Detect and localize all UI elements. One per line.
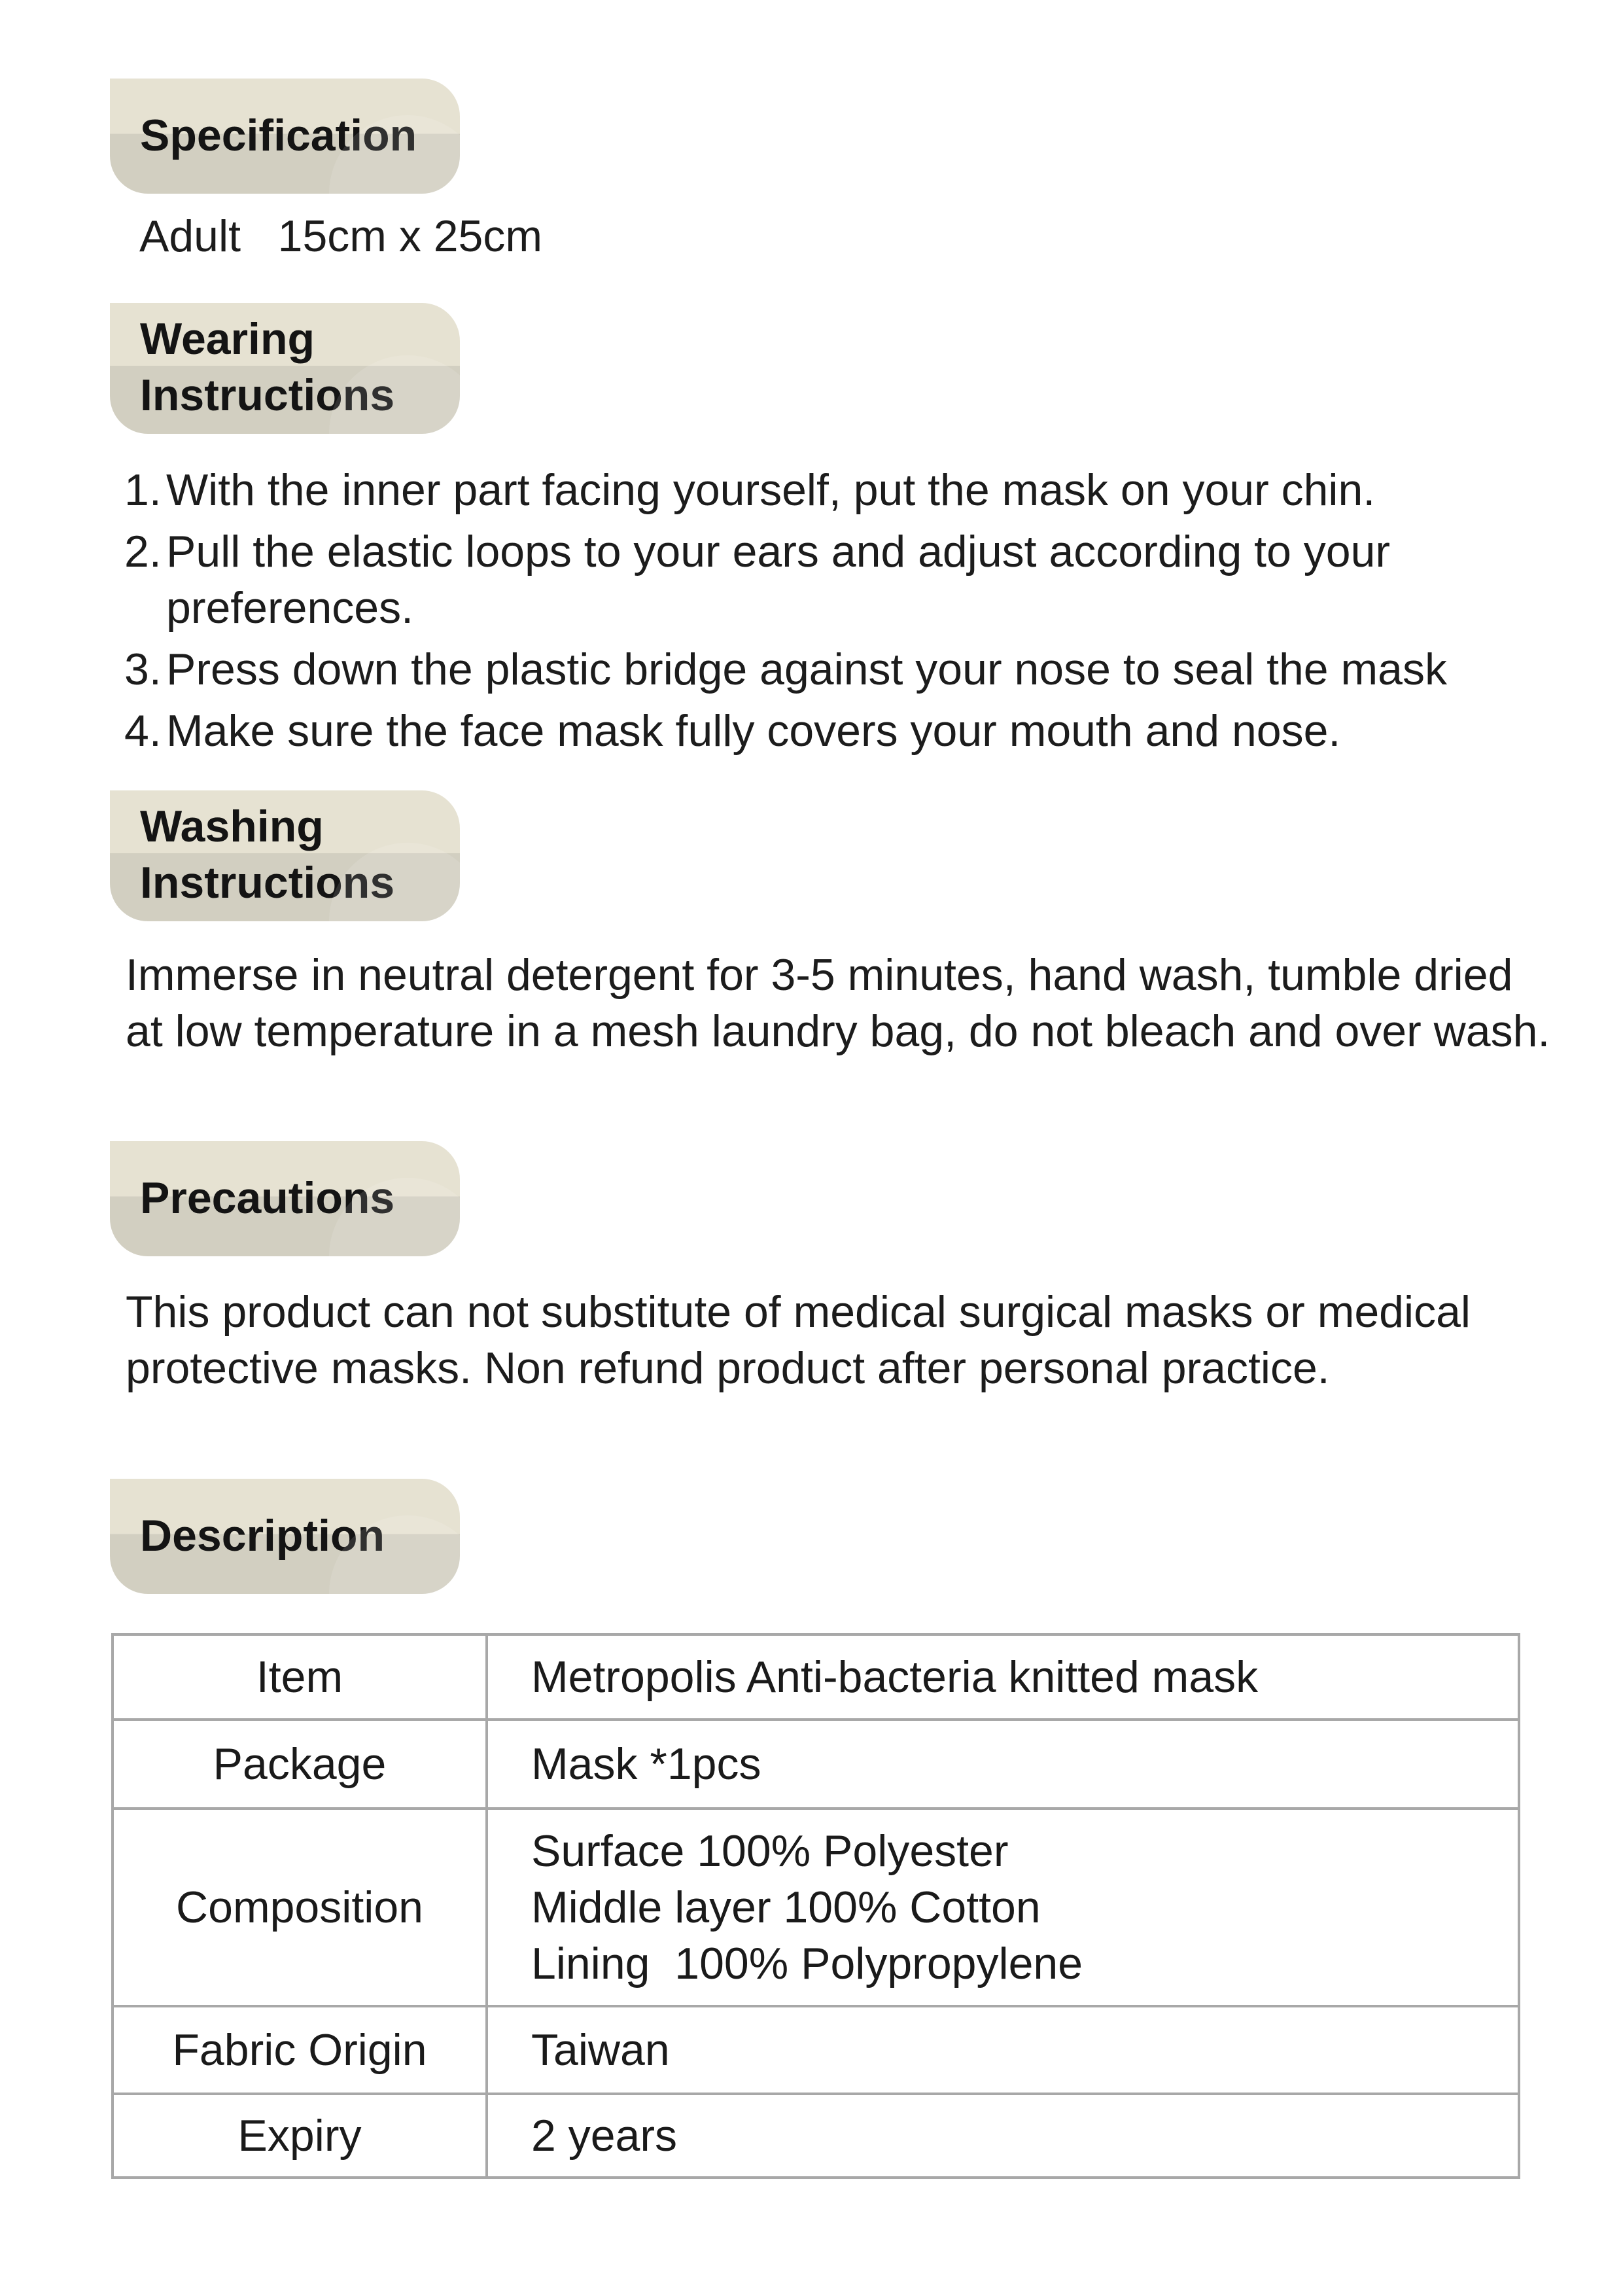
table-row (113, 2006, 1519, 2094)
list-item (124, 703, 1563, 759)
value-line: 2 years (531, 2111, 677, 2161)
value-line: Lining 100% Polypropylene (531, 1939, 1083, 1988)
row-key: Composition (113, 1809, 487, 2006)
washing-instructions-title: Washing Instructions (140, 802, 395, 908)
precautions-title: Precautions (140, 1173, 395, 1223)
washing-text: Immerse in neutral detergent for 3-5 minutes, hand wash, tumble dried at low temperature in a mesh laundry bag, do not bleach and over wash. (126, 950, 1550, 1056)
description-table (111, 1633, 1520, 2179)
row-key: Fabric Origin (113, 2006, 487, 2094)
step-text: Pull the elastic loops to your ears and adjust according to your preferences. (166, 527, 1391, 633)
value-line: Taiwan (531, 2025, 670, 2075)
step-text: With the inner part facing yourself, put the mask on your chin. (166, 465, 1376, 515)
list-item (124, 523, 1563, 636)
precautions-text: This product can not substitute of medical surgical masks or medical protective masks. Non refund product after personal practice. (126, 1287, 1471, 1393)
step-text: Press down the plastic bridge against your nose to seal the mask (166, 645, 1447, 694)
row-value (487, 2094, 1519, 2178)
precautions-heading (110, 1141, 460, 1256)
row-value (487, 1809, 1519, 2006)
row-value (487, 1634, 1519, 1720)
row-key: Item (113, 1634, 487, 1720)
list-item (124, 641, 1563, 698)
row-value (487, 2006, 1519, 2094)
step-number: 1. (124, 465, 162, 515)
description-title: Description (140, 1511, 385, 1561)
list-item (124, 462, 1563, 518)
step-text: Make sure the face mask fully covers your mouth and nose. (166, 706, 1341, 756)
value-line: Middle layer 100% Cotton (531, 1882, 1041, 1932)
specification-text: Adult 15cm x 25cm (139, 211, 543, 261)
table-row (113, 2094, 1519, 2178)
wearing-steps-list (124, 462, 1563, 764)
specification-title: Specification (140, 111, 417, 160)
value-line: Metropolis Anti-bacteria knitted mask (531, 1652, 1259, 1702)
description-heading (110, 1479, 460, 1594)
row-value (487, 1720, 1519, 1809)
step-number: 2. (124, 527, 162, 576)
step-number: 3. (124, 645, 162, 694)
specification-heading (110, 79, 460, 194)
row-key: Expiry (113, 2094, 487, 2178)
value-line: Surface 100% Polyester (531, 1826, 1009, 1876)
washing-instructions-heading (110, 790, 460, 921)
row-key: Package (113, 1720, 487, 1809)
value-line: Mask *1pcs (531, 1739, 761, 1789)
wearing-instructions-heading (110, 303, 460, 434)
table-row (113, 1809, 1519, 2006)
table-row (113, 1634, 1519, 1720)
step-number: 4. (124, 706, 162, 756)
wearing-instructions-title: Wearing Instructions (140, 314, 395, 420)
table-row (113, 1720, 1519, 1809)
